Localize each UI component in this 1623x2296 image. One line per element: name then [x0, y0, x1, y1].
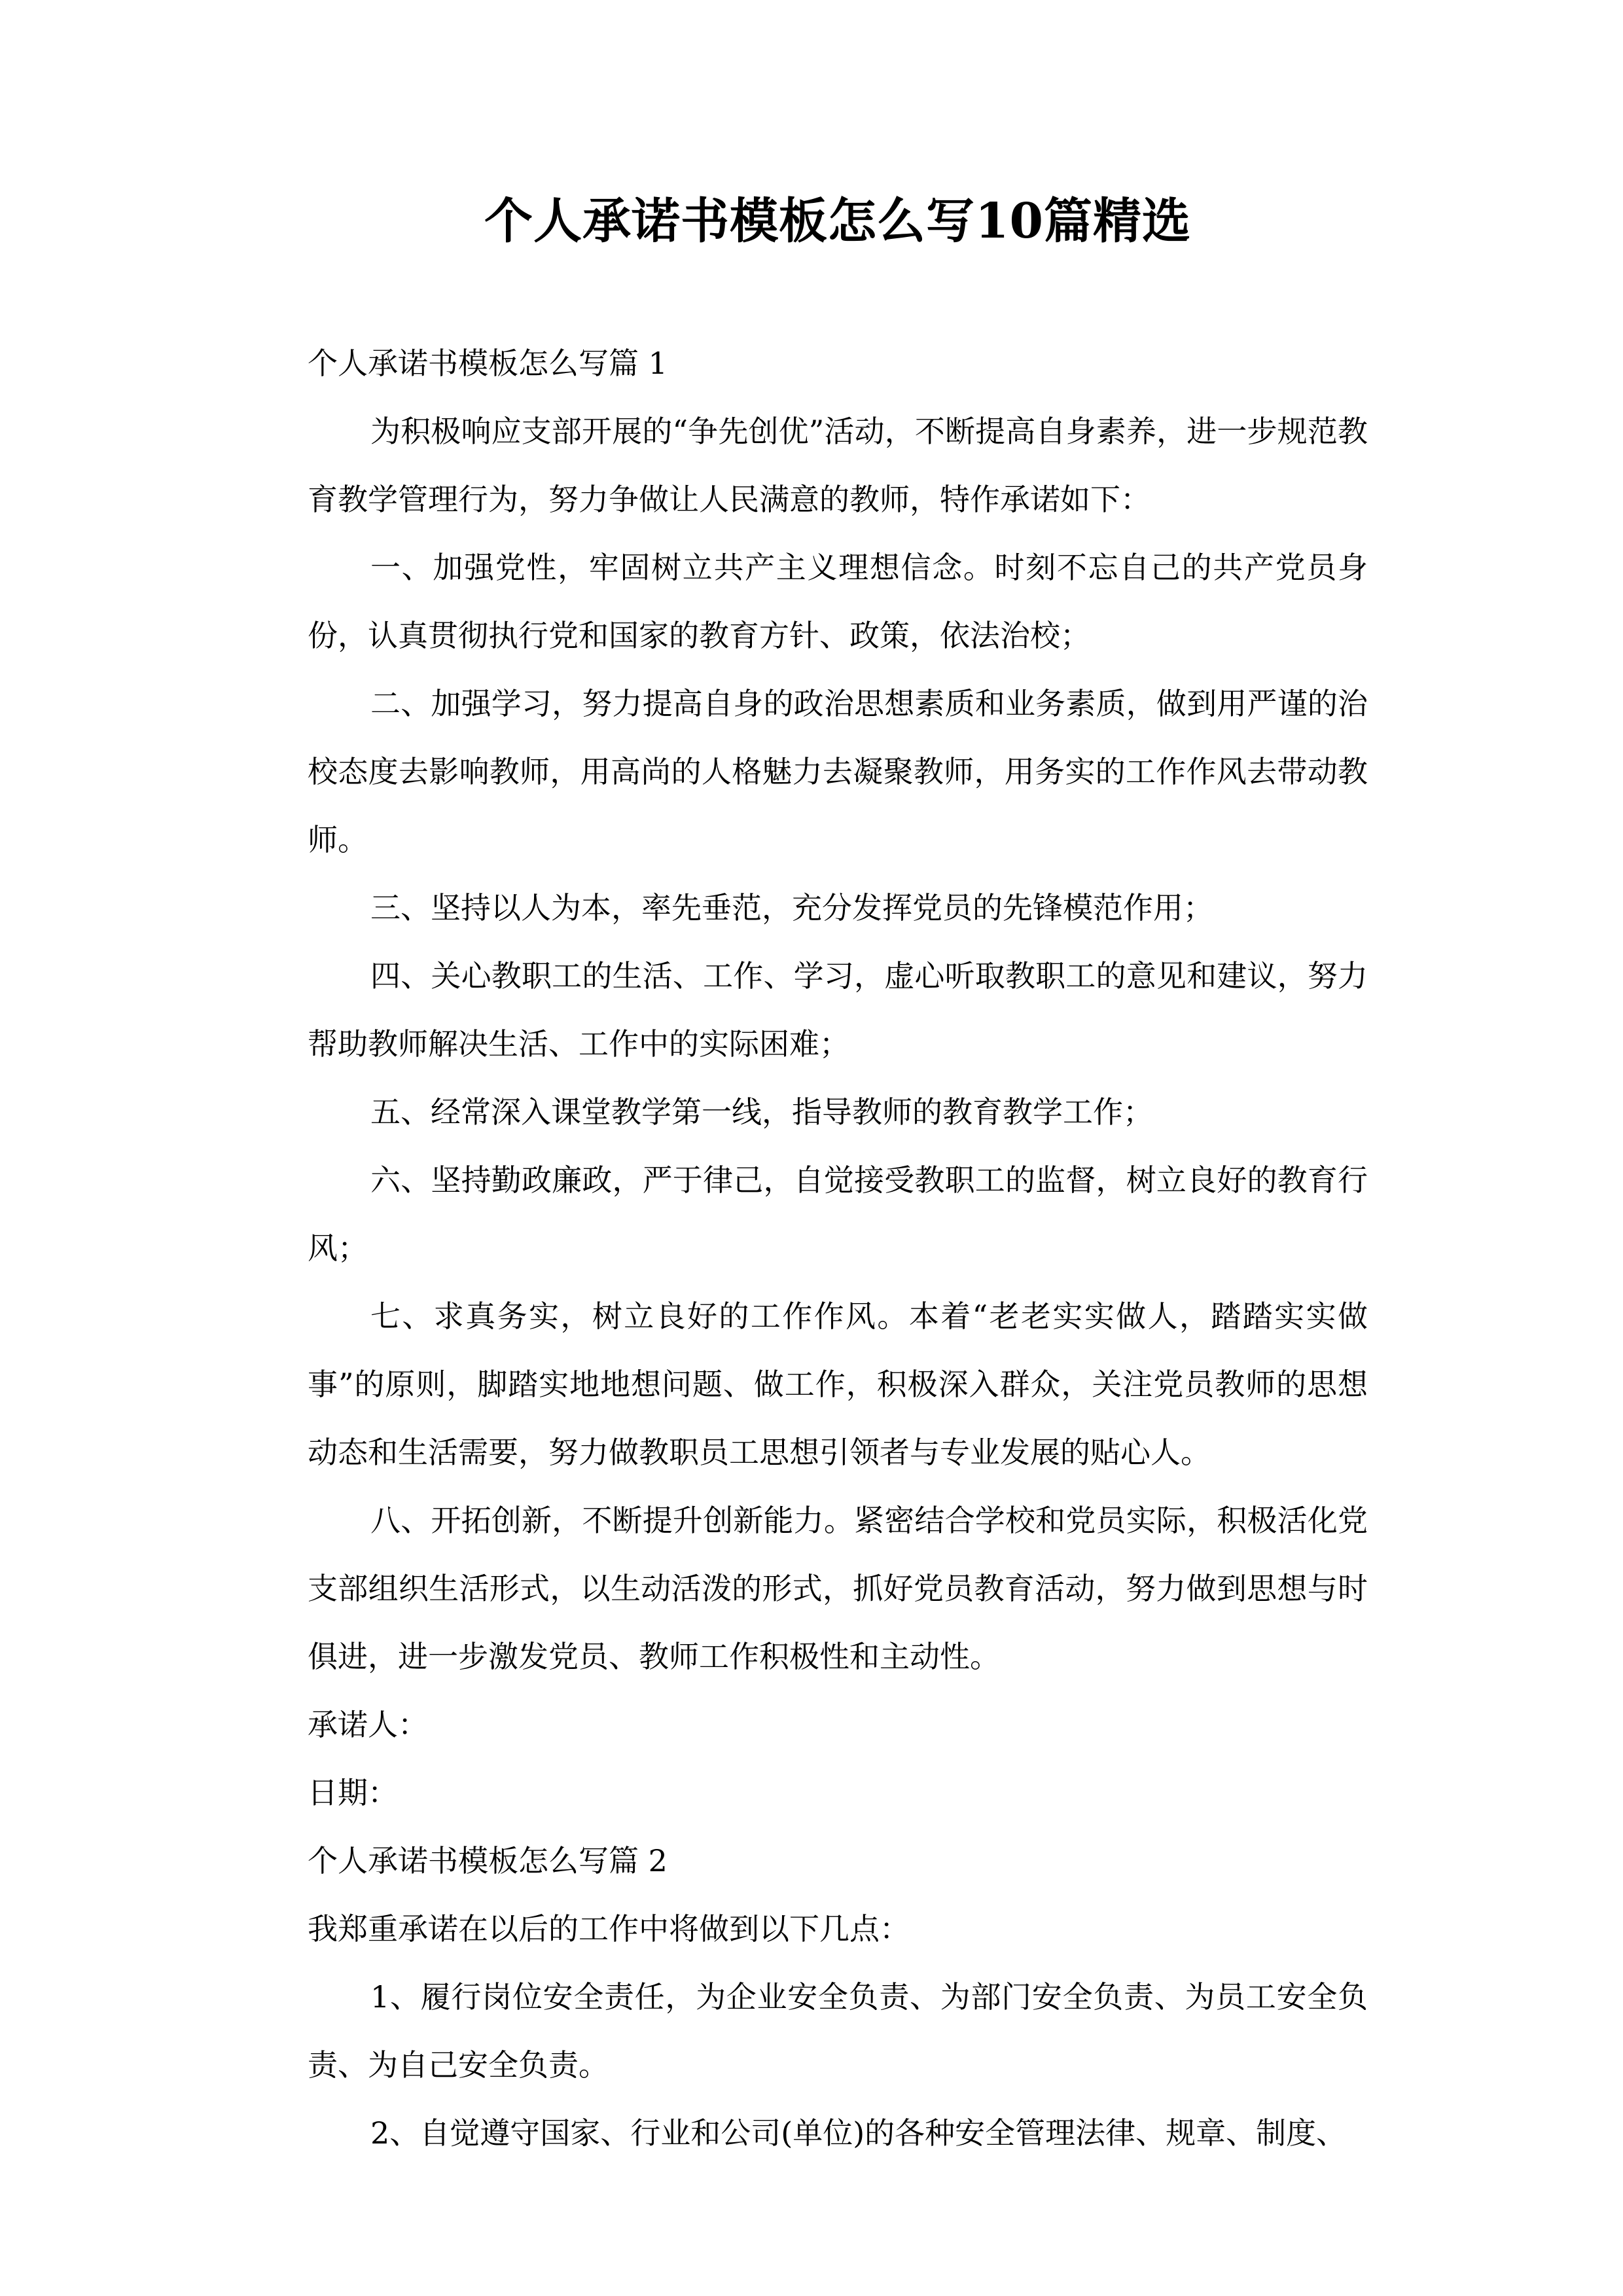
section-1-paragraph-intro: 为积极响应支部开展的“争先创优”活动，不断提高自身素养，进一步规范教育教学管理行为，努力争做让人民满意的教师，特作承诺如下：	[308, 413, 1368, 517]
section-1-paragraph-item-2: 二、加强学习，努力提高自身的政治思想素质和业务素质，做到用严谨的治校态度去影响教师，用高尚的人格魅力去凝聚教师，用务实的工作作风去带动教师。	[308, 685, 1368, 857]
section-1-paragraph-item-5: 五、经常深入课堂教学第一线，指导教师的教育教学工作；	[370, 1094, 1153, 1130]
page-title: 个人承诺书模板怎么写10篇精选	[484, 193, 1191, 249]
document-body	[308, 329, 1368, 2167]
section-1-paragraph-item-4: 四、关心教职工的生活、工作、学习，虚心听取教职工的意见和建议，努力帮助教师解决生活、工作中的实际困难；	[308, 958, 1368, 1062]
section-2-paragraph-item-2: 2、自觉遵守国家、行业和公司(单位)的各种安全管理法律、规章、制度、	[370, 2115, 1347, 2151]
section-1-paragraph-item-8: 八、开拓创新，不断提升创新能力。紧密结合学校和党员实际，积极活化党支部组织生活形式，以生动活泼的形式，抓好党员教育活动，努力做到思想与时俱进，进一步激发党员、教师工作积极性和主动性。	[308, 1502, 1368, 1674]
section-1-paragraph-item-6: 六、坚持勤政廉政，严于律己，自觉接受教职工的监督，树立良好的教育行风；	[308, 1162, 1368, 1266]
section-1-paragraph-item-7: 七、求真务实，树立良好的工作作风。本着“老老实实做人，踏踏实实做事”的原则，脚踏实地地想问题、做工作，积极深入群众，关注党员教师的思想动态和生活需要，努力做教职员工思想引领者与专业发展的贴心人。	[308, 1298, 1368, 1470]
date-label: 日期：	[308, 1774, 398, 1810]
section-1-paragraph-item-3: 三、坚持以人为本，率先垂范，充分发挥党员的先锋模范作用；	[370, 889, 1213, 925]
section-1-paragraph-item-1: 一、加强党性，牢固树立共产主义理想信念。时刻不忘自己的共产党员身份，认真贯彻执行党和国家的教育方针、政策，依法治校；	[308, 549, 1368, 653]
section-heading-1: 个人承诺书模板怎么写篇 1	[308, 345, 668, 381]
signature-label: 承诺人：	[308, 1706, 428, 1742]
document-content	[308, 0, 1368, 2167]
section-2-paragraph-item-1: 1、履行岗位安全责任，为企业安全负责、为部门安全负责、为员工安全负责、为自己安全负责。	[308, 1979, 1368, 2083]
section-heading-2: 个人承诺书模板怎么写篇 2	[308, 1842, 668, 1878]
section-2-paragraph-intro: 我郑重承诺在以后的工作中将做到以下几点：	[308, 1910, 910, 1946]
